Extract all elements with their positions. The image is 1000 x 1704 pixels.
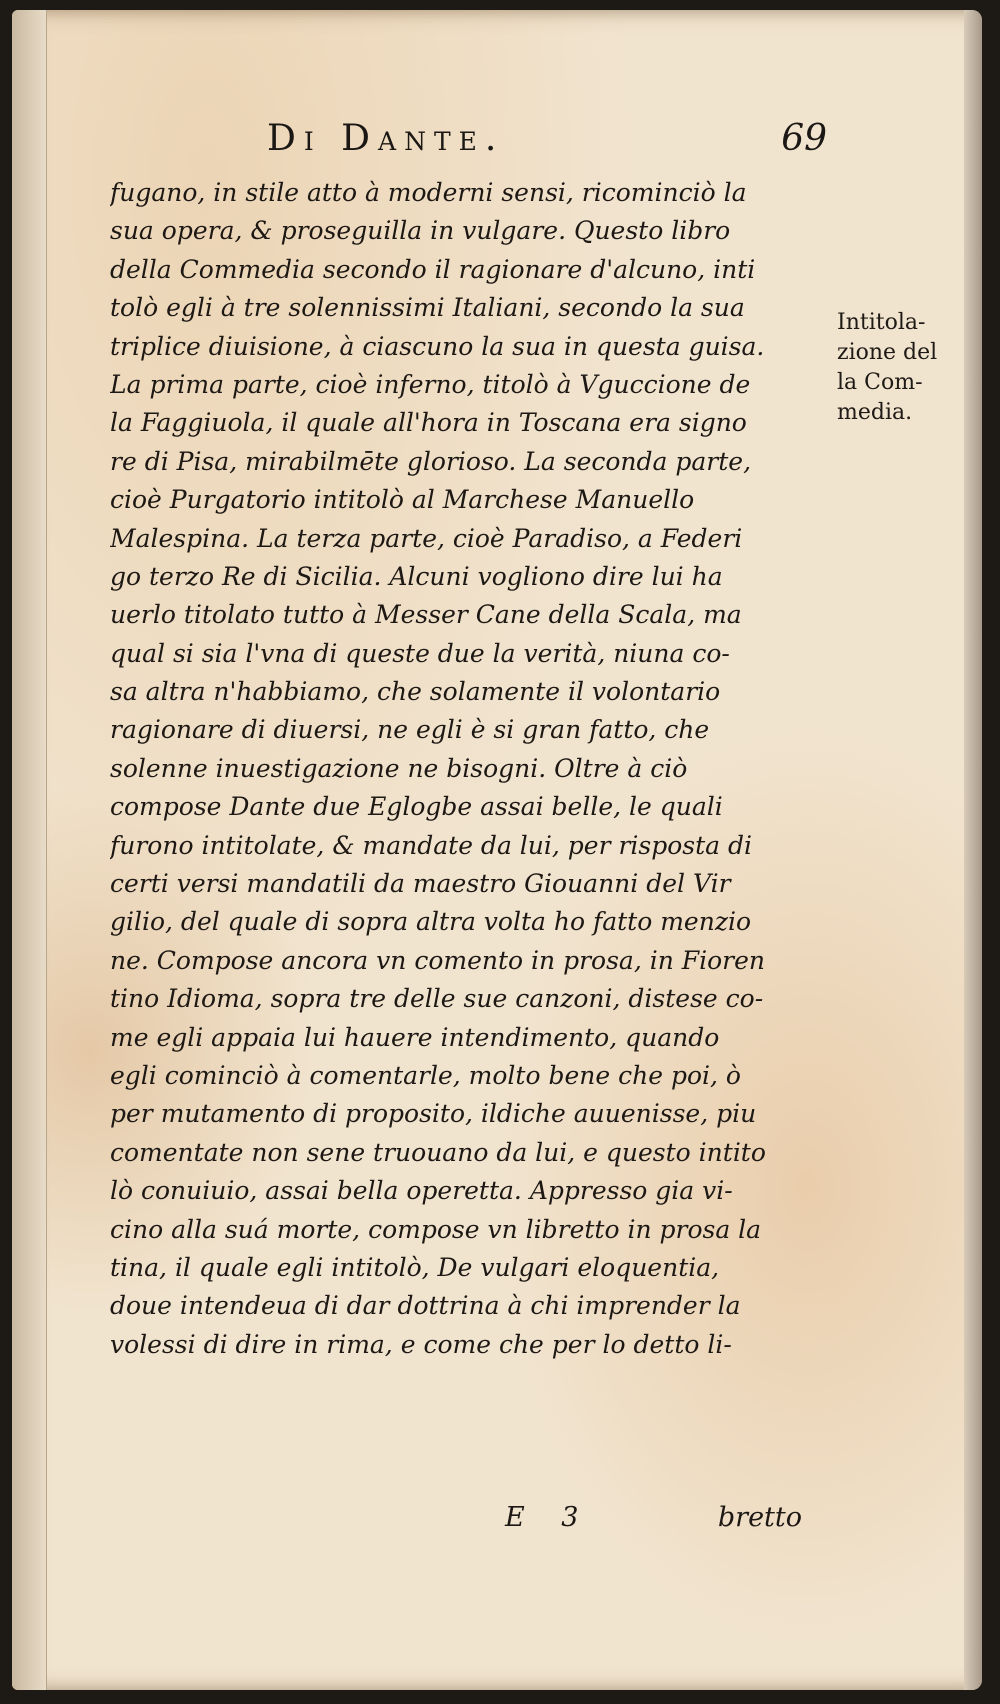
page-footer <box>110 1502 802 1542</box>
text-line: della Commedia secondo il ragionare d'alcuno, inti <box>110 254 756 284</box>
text-line: furono intitolate, & mandate da lui, per risposta di <box>110 830 753 860</box>
text-line: tina, il quale egli intitolò, De vulgari eloquentia, <box>110 1252 720 1282</box>
text-line: uerlo titolato tutto à Messer Cane della Scala, ma <box>110 600 742 630</box>
page-header <box>267 118 827 168</box>
body-text <box>110 174 770 1364</box>
margin-note-line: la Com- <box>837 370 923 395</box>
text-line: solenne inuestigazione ne bisogni. Oltre à ciò <box>110 753 688 783</box>
text-line: sa altra n'habbiamo, che solamente il volontario <box>110 677 721 707</box>
text-line: per mutamento di proposito, ildiche auuenisse, piu <box>110 1099 757 1129</box>
text-line: triplice diuisione, à ciascuno la sua in questa guisa. <box>110 331 765 361</box>
text-line: cioè Purgatorio intitolò al Marchese Manuello <box>110 485 695 515</box>
book-page <box>12 10 982 1690</box>
facing-page-edge <box>12 10 47 1690</box>
text-line: certi versi mandatili da maestro Giouanni del Vir <box>110 869 731 899</box>
text-line: qual si sia l'vna di queste due la verità, niuna co- <box>110 638 730 668</box>
text-line: tolò egli à tre solennissimi Italiani, secondo la sua <box>110 293 745 323</box>
margin-note-line: Intitola- <box>837 310 926 335</box>
text-line: me egli appaia lui hauere intendimento, quando <box>110 1022 720 1052</box>
text-line: lò conuiuio, assai bella operetta. Appresso gia vi- <box>110 1176 733 1206</box>
text-line: fugano, in stile atto à moderni sensi, ricominciò la <box>110 178 747 207</box>
text-line: cino alla suá morte, compose vn libretto in prosa la <box>110 1214 762 1244</box>
text-line: la Faggiuola, il quale all'hora in Toscana era signo <box>110 408 747 438</box>
text-line: Malespina. La terza parte, cioè Paradiso, a Federi <box>110 523 743 553</box>
text-line: tino Idioma, sopra tre delle sue canzoni, distese co- <box>110 984 764 1014</box>
text-line: sua opera, & proseguilla in vulgare. Questo libro <box>110 216 731 246</box>
text-line: La prima parte, cioè inferno, titolò à Vguccione de <box>110 369 751 399</box>
page-fore-edge <box>964 10 982 1690</box>
text-line: doue intendeua di dar dottrina à chi imprender la <box>110 1291 741 1321</box>
margin-note-line: zione del <box>837 340 938 365</box>
catchword: bretto <box>717 1502 802 1533</box>
text-line: comentate non sene truouano da lui, e questo intito <box>110 1137 766 1167</box>
text-line: gilio, del quale di sopra altra volta ho fatto menzio <box>110 907 752 937</box>
margin-note-line: media. <box>837 400 913 425</box>
signature-mark: E 3 <box>505 1502 593 1533</box>
text-line: re di Pisa, mirabilmēte glorioso. La seconda parte, <box>110 446 752 476</box>
text-line: compose Dante due Eglogbe assai belle, le quali <box>110 792 723 822</box>
text-line: egli cominciò à comentarle, molto bene che poi, ò <box>110 1060 741 1090</box>
text-line: volessi di dire in rima, e come che per lo detto li- <box>110 1329 732 1359</box>
page-number: 69 <box>781 118 827 159</box>
running-title: Di Dante. <box>267 118 505 159</box>
text-line: ragionare di diuersi, ne egli è si gran fatto, che <box>110 715 710 745</box>
text-line: go terzo Re di Sicilia. Alcuni vogliono dire lui ha <box>110 561 723 591</box>
margin-note <box>837 308 977 428</box>
text-line: ne. Compose ancora vn comento in prosa, in Fioren <box>110 945 765 975</box>
